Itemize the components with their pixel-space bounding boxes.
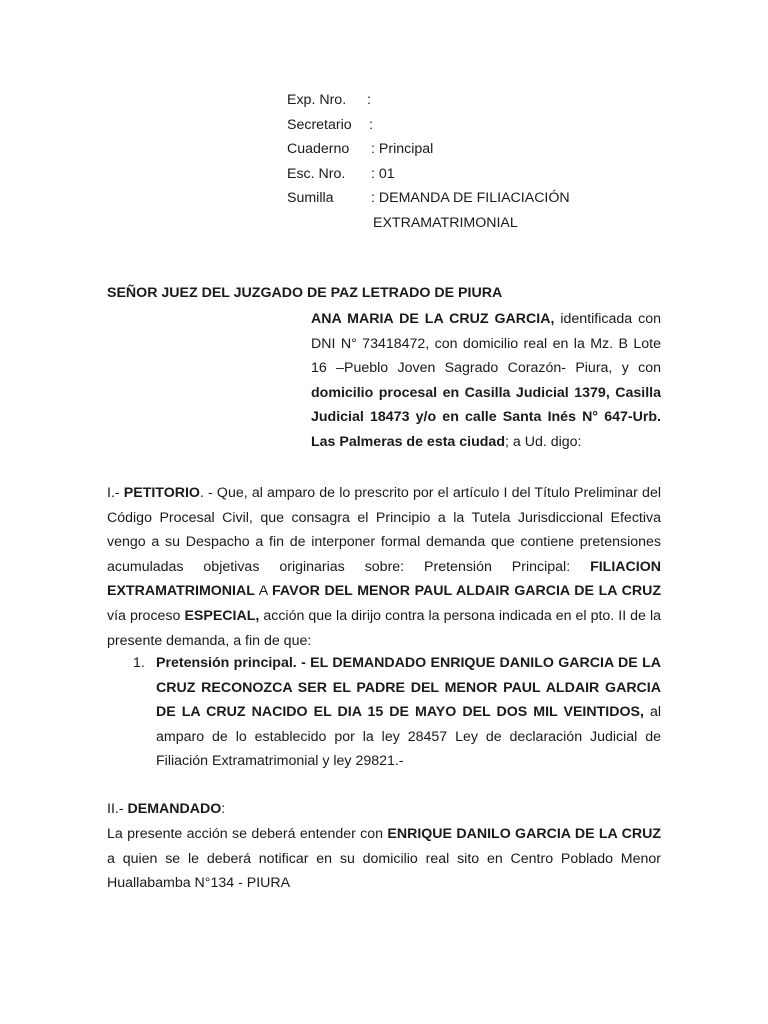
list-item-bold: Pretensión principal. - EL DEMANDADO ENRIQUE DANILO GARCIA DE LA CRUZ RECONOZCA SER EL PADRE DEL MENOR PAUL ALDAIR GARCIA DE LA CRUZ NACIDO EL DIA 15 DE MAYO DEL DOS MIL VEINTIDOS,: [156, 655, 661, 721]
demandado-text-1: La presente acción se deberá entender con: [107, 826, 388, 842]
sumilla-row: [287, 186, 627, 211]
esc-label: Esc. Nro.: [287, 165, 346, 182]
petitorio-text-4: acción que la dirijo contra la persona indicada en el pto. II de la presente demanda, a fin de que:: [107, 607, 661, 649]
petitorio-text-2: A: [254, 583, 273, 600]
procedural-domicile: domicilio procesal en Casilla Judicial 1379, Casilla Judicial 18473 y/o en calle Santa Inés N° 647-Urb. Las Palmeras de esta ciudad: [311, 384, 661, 450]
cuaderno-label: Cuaderno: [287, 141, 350, 158]
esc-value: : 01: [371, 165, 395, 182]
exp-label: Exp. Nro.: [287, 92, 347, 108]
exp-row: [287, 88, 627, 113]
petitorio-text-1: . - Que, al amparo de lo prescrito por el artículo I del Título Preliminar del Código Procesal Civil, que consagra el Principio a la Tutela Jurisdiccional Efectiva vengo a su Despacho a fin de interponer formal demanda que contiene pretensiones acumuladas objetivas originarias sobre: Pretensión Principal:: [107, 485, 661, 575]
cuaderno-value: : Principal: [371, 141, 434, 158]
sumilla-label: Sumilla: [287, 190, 334, 207]
demandado-heading: DEMANDADO: [127, 801, 222, 817]
petitorio-paragraph: [107, 481, 661, 653]
case-header: [287, 88, 627, 236]
petitorio-prefix: I.-: [107, 485, 124, 501]
demandado-heading-line: [107, 797, 225, 822]
list-item-text: al amparo de lo establecido por la ley 28457 Ley de declaración Judicial de Filiación Extramatrimonial y ley 29821.-: [156, 704, 662, 770]
esc-row: [287, 162, 627, 187]
secretario-label: Secretario: [287, 116, 352, 133]
demandado-colon: :: [221, 801, 226, 817]
secretario-colon: :: [369, 116, 373, 133]
intro-paragraph: [311, 307, 661, 455]
petitorio-bold-1: FILIACION EXTRAMATRIMONIAL: [107, 558, 661, 600]
sumilla-value-2: EXTRAMATRIMONIAL: [373, 214, 518, 231]
petitorio-text-3: vía proceso: [107, 607, 185, 624]
secretario-row: [287, 113, 627, 138]
petitorio-bold-2: FAVOR DEL MENOR PAUL ALDAIR GARCIA DE LA CRUZ: [272, 583, 661, 600]
petitorio-bold-3: ESPECIAL,: [184, 607, 260, 624]
plaintiff-name: ANA MARIA DE LA CRUZ GARCIA,: [311, 311, 555, 327]
sumilla-value: : DEMANDA DE FILIACIACIÓN: [371, 190, 570, 207]
demandado-text-2: a quien se le deberá notificar en su domicilio real sito en Centro Poblado Menor Huallabamba N°134 - PIURA: [107, 850, 661, 892]
intro-text-2: ; a Ud. digo:: [505, 433, 582, 450]
list-item: [156, 651, 661, 774]
demandado-prefix: II.-: [107, 801, 128, 817]
intro-text-1: identificada con DNI N° 73418472, con domicilio real en la Mz. B Lote 16 –Pueblo Joven Sagrado Corazón- Piura, y con: [311, 311, 661, 377]
list-item-number: 1.: [133, 655, 145, 671]
sumilla-row-2: [287, 211, 627, 236]
demandado-name: ENRIQUE DANILO GARCIA DE LA CRUZ: [387, 826, 661, 842]
cuaderno-row: [287, 137, 627, 162]
petitorio-heading: PETITORIO: [123, 485, 200, 501]
exp-colon: :: [367, 92, 371, 108]
court-title: SEÑOR JUEZ DEL JUZGADO DE PAZ LETRADO DE PIURA: [107, 285, 503, 301]
demandado-paragraph: [107, 822, 661, 896]
